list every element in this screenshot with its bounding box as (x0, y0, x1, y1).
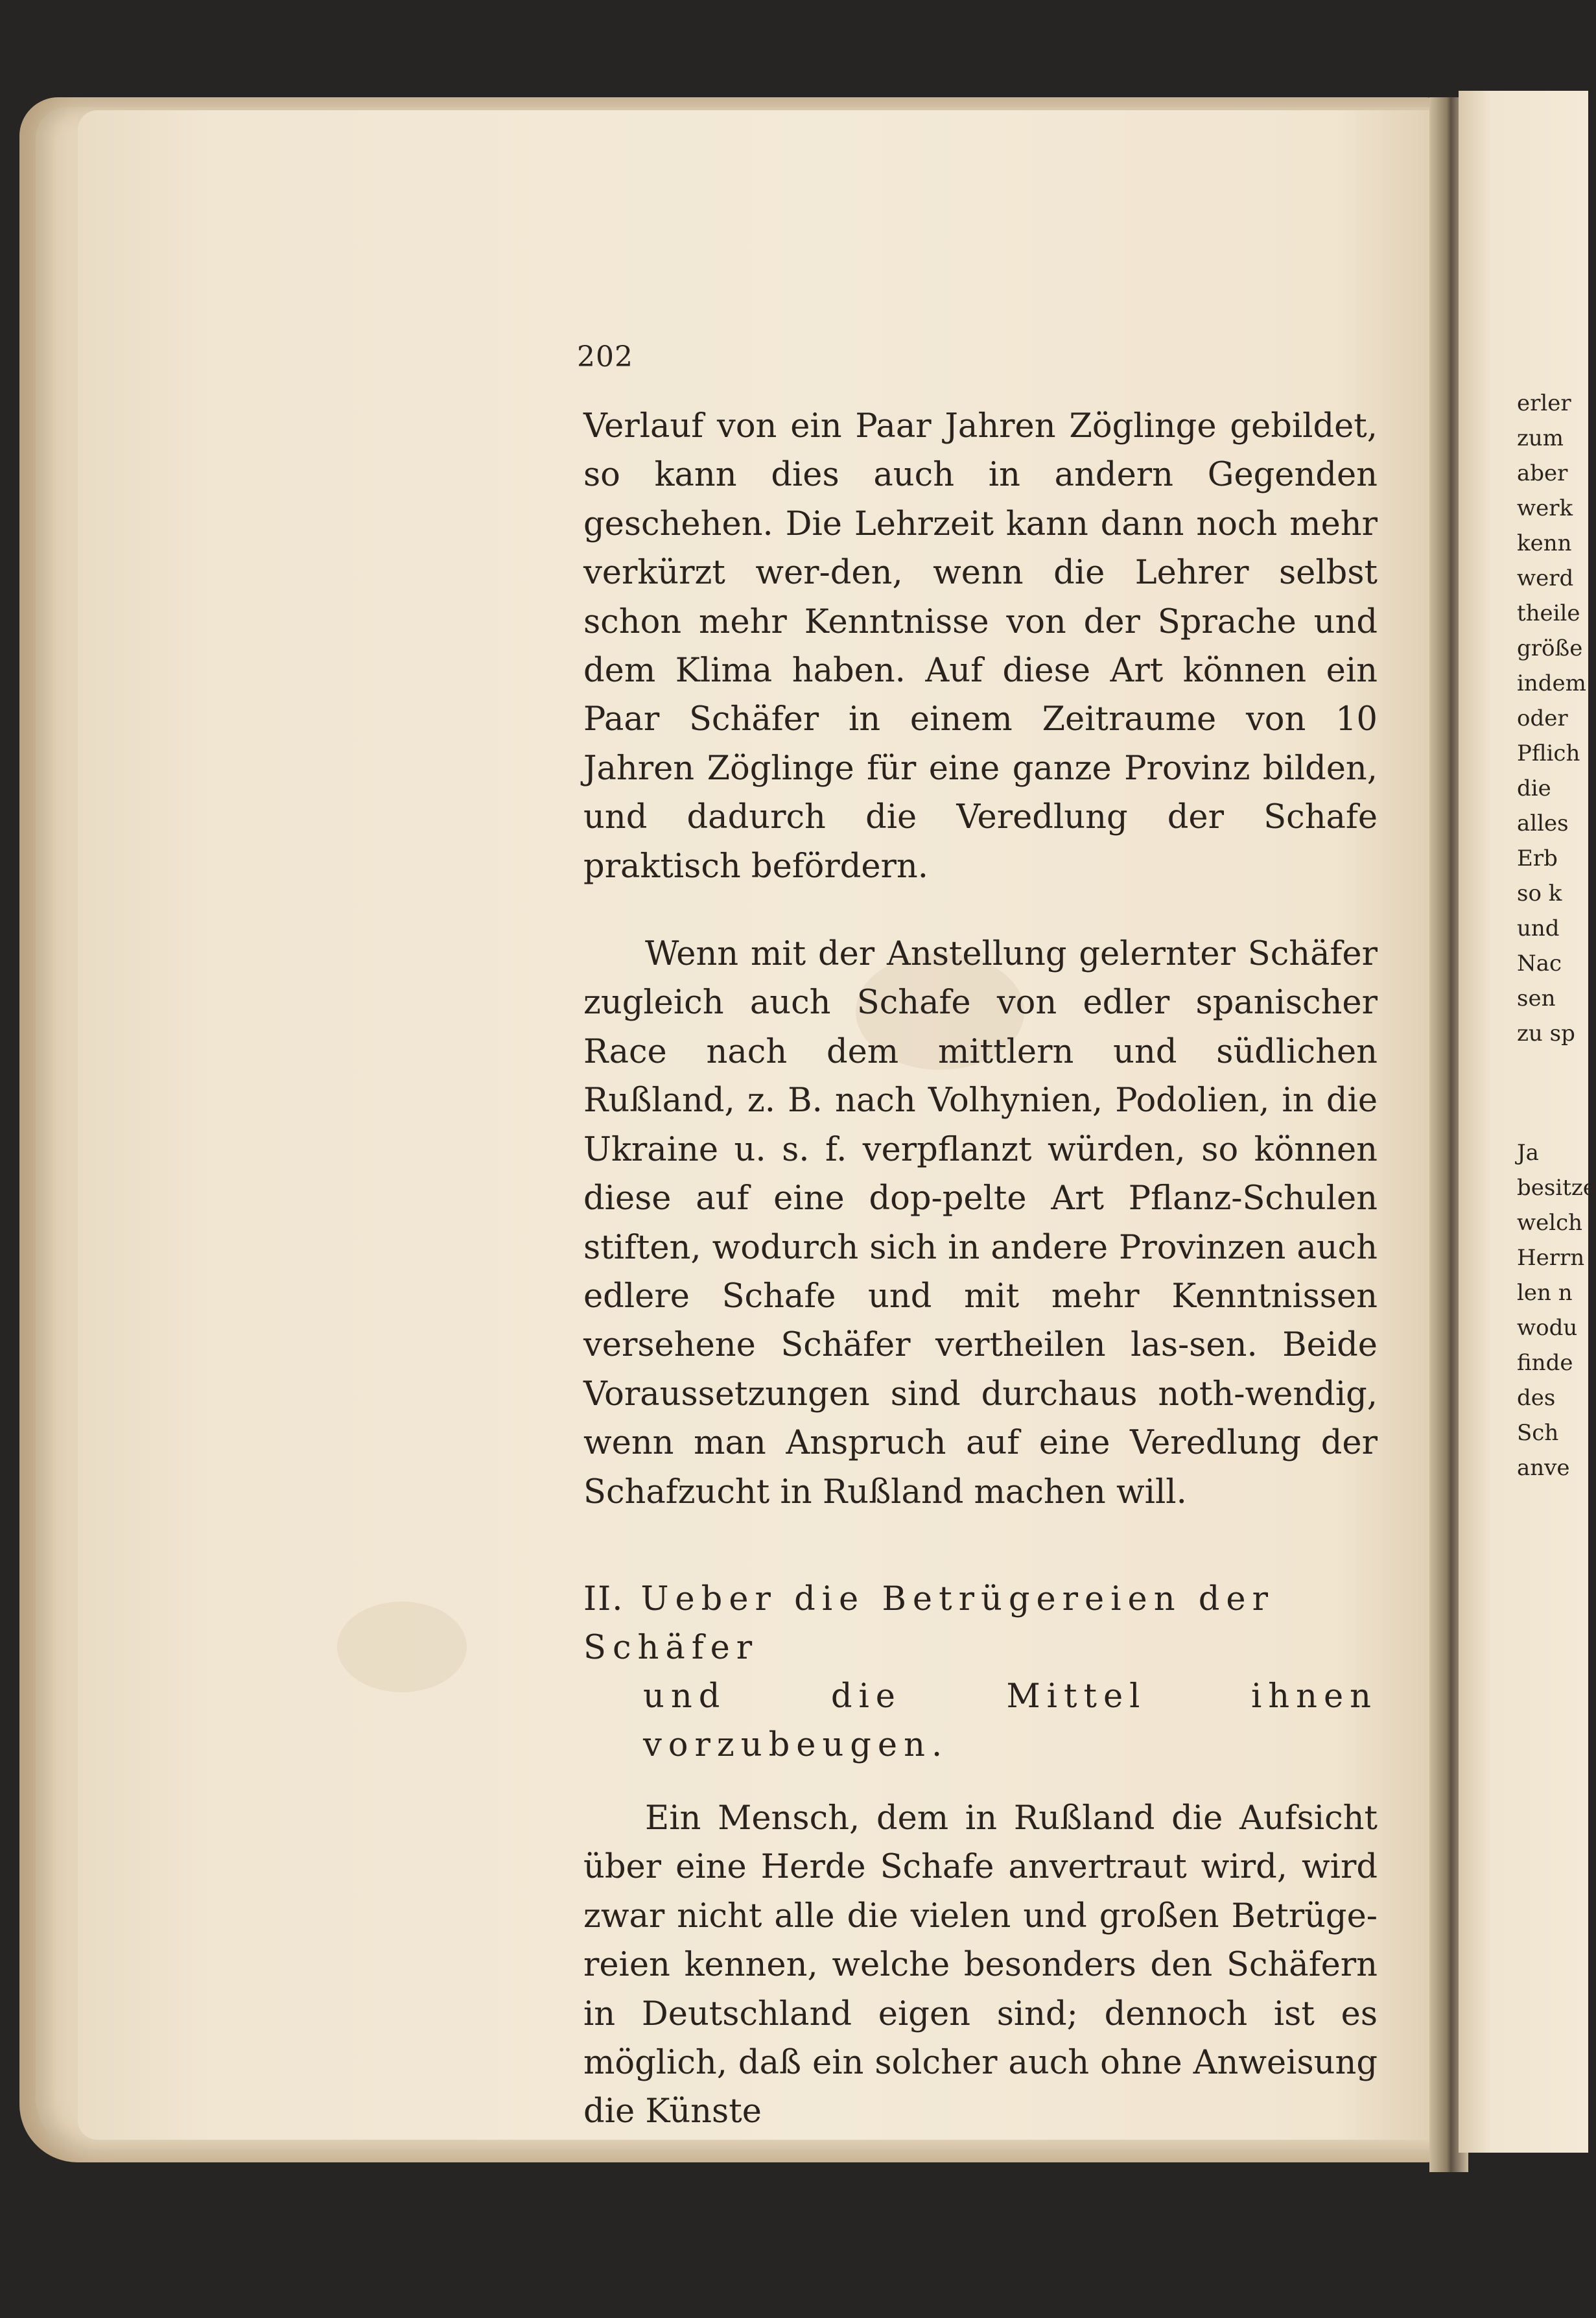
paragraph-section-start: Ein Mensch, dem in Rußland die Aufsicht über eine Herde Schafe anvertraut wird, wird zwar nicht alle die vielen und großen Betrüge-reien kennen, welche besonders den Schäfern in Deutschland eigen sind; dennoch ist es möglich, daß ein solcher auch ohne Anweisung die Künste (583, 1799, 1378, 2131)
fragment-line: die (1517, 775, 1551, 801)
paper-stain (337, 1602, 467, 1692)
section-title-line1: Ueber die Betrügereien der Schäfer (583, 1579, 1274, 1667)
fragment-line: sen (1517, 986, 1556, 1011)
fragment-line: aber (1517, 460, 1568, 486)
fragment-line: theile (1517, 600, 1580, 626)
section-heading (583, 1575, 1378, 1672)
fragment-line: Pflich (1517, 740, 1580, 766)
fragment-line: finde (1517, 1350, 1573, 1376)
fragment-line: erler (1517, 390, 1571, 416)
fragment-line: und (1517, 916, 1560, 941)
fragment-line: Nac (1517, 951, 1562, 976)
fragment-line: werk (1517, 495, 1573, 521)
fragment-gap (1517, 1051, 1560, 1135)
facing-page-text-fragments (1517, 386, 1596, 1485)
fragment-line: zu sp (1517, 1021, 1575, 1047)
main-text-block (583, 402, 1378, 2136)
fragment-line: besitze (1517, 1175, 1596, 1201)
fragment-line: kenn (1517, 530, 1572, 556)
fragment-line: werd (1517, 565, 1574, 591)
fragment-line: indem (1517, 670, 1586, 696)
paragraph-transplant: Wenn mit der Anstellung gelernter Schäfer zugleich auch Schafe von edler spanischer Race nach dem mittlern und südlichen Rußland, z. B. nach Volhynien, Podolien, in die Ukraine u. s. f. verpflanzt würden, so können diese auf eine dop-pelte Art Pflanz-Schulen stiften, wodurch sich in andere Provinzen auch edlere Schafe und mit mehr Kenntnissen versehene Schäfer vertheilen las-sen. Beide Voraussetzungen sind durchaus noth-wendig, wenn man Anspruch auf eine Veredlung der Schafzucht in Rußland machen will. (583, 935, 1378, 1511)
fragment-line: des (1517, 1385, 1556, 1411)
fragment-line: welch (1517, 1210, 1583, 1236)
fragment-line: anve (1517, 1455, 1570, 1481)
fragment-line: so k (1517, 881, 1562, 906)
fragment-line: alles (1517, 810, 1569, 836)
fragment-line: größe (1517, 635, 1583, 661)
fragment-line: wodu (1517, 1315, 1578, 1341)
fragment-line: Herrn (1517, 1245, 1585, 1271)
fragment-line: Sch (1517, 1420, 1559, 1446)
paragraph-continuation: Verlauf von ein Paar Jahren Zöglinge gebildet, so kann dies auch in andern Gegenden geschehen. Die Lehrzeit kann dann noch mehr verkürzt wer-den, wenn die Lehrer selbst schon mehr Kenntnisse von der Sprache und dem Klima haben. Auf diese Art können ein Paar Schäfer in einem Zeitraume von 10 Jahren Zöglinge für eine ganze Provinz bilden, und dadurch die Veredlung der Schafe praktisch befördern. (583, 407, 1378, 886)
fragment-line: zum (1517, 425, 1564, 451)
fragment-line: Erb (1517, 846, 1558, 871)
fragment-line: oder (1517, 705, 1568, 731)
section-title-line2: und die Mittel ihnen vorzubeugen. (643, 1677, 1378, 1764)
fragment-line: Ja (1517, 1140, 1539, 1166)
page-number: 202 (577, 340, 633, 373)
section-number: II. (583, 1579, 624, 1618)
fragment-line: len n (1517, 1280, 1573, 1306)
